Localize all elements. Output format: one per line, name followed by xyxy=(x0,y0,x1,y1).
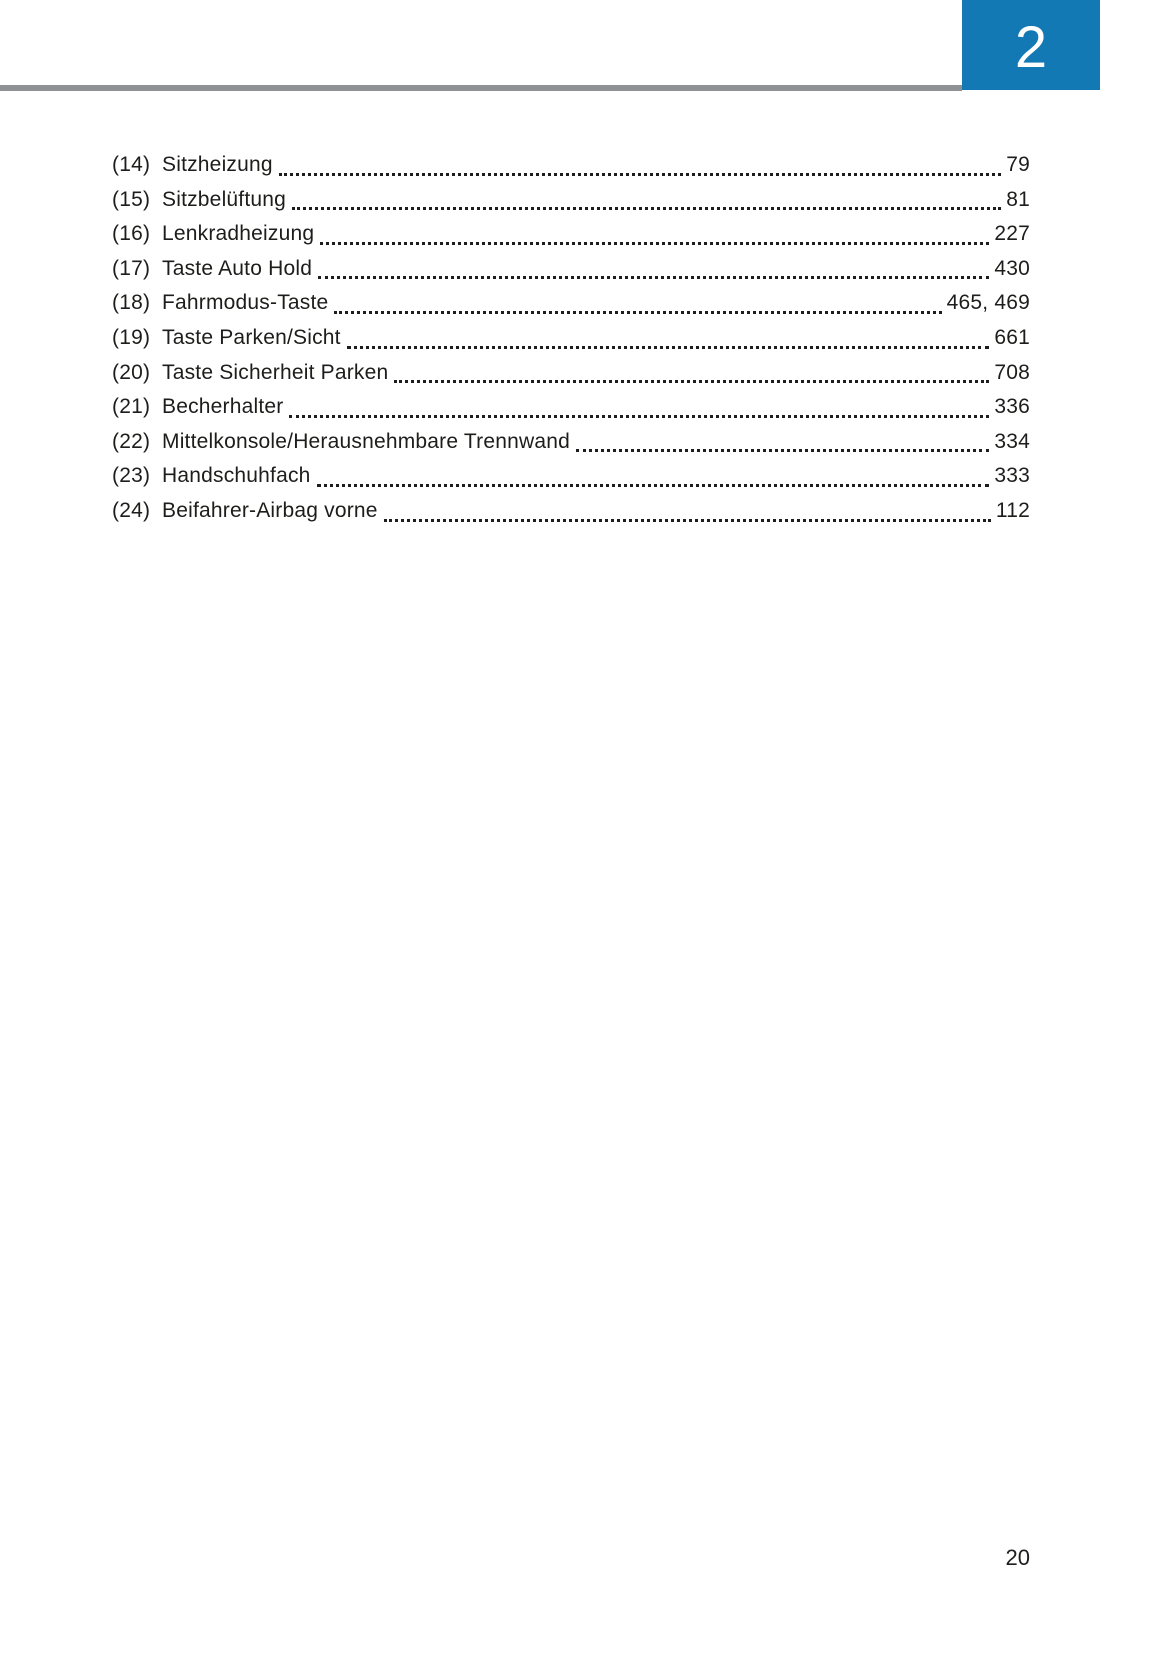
toc-leader-dots xyxy=(317,484,990,487)
toc-entry-title: Sitzbelüftung xyxy=(162,187,287,211)
toc-entry-title: Sitzheizung xyxy=(162,153,273,176)
toc-leader-dots xyxy=(576,449,989,452)
toc-entry-title: Taste Parken/Sicht xyxy=(162,325,341,349)
toc-entry xyxy=(112,425,1030,460)
toc-entry-number: (20) xyxy=(112,360,151,384)
toc-entry xyxy=(112,183,1030,218)
toc-leader-dots xyxy=(334,311,941,314)
toc-entry-title: Taste Sicherheit Parken xyxy=(162,360,389,384)
toc-entry-page: 227 xyxy=(994,222,1030,246)
toc-entry-page: 430 xyxy=(994,256,1030,280)
toc-leader-dots xyxy=(320,242,989,245)
toc-entry-title: Taste Auto Hold xyxy=(162,256,313,280)
toc-entry-page: 333 xyxy=(994,464,1030,488)
toc-leader-dots xyxy=(279,173,1001,176)
toc-list xyxy=(112,148,1030,529)
chapter-tab xyxy=(962,0,1100,90)
toc-entry-page: 661 xyxy=(994,325,1030,349)
toc-entry-page: 708 xyxy=(994,360,1030,384)
toc-entry xyxy=(112,459,1030,494)
chapter-number: 2 xyxy=(1014,15,1048,80)
toc-entry-number: (17) xyxy=(112,256,151,280)
toc-entry xyxy=(112,356,1030,391)
toc-entry xyxy=(112,217,1030,252)
toc-entry-number: (23) xyxy=(112,464,151,488)
toc-leader-dots xyxy=(347,346,990,349)
toc-entry-number: (19) xyxy=(112,325,151,349)
toc-entry-title: Beifahrer-Airbag vorne xyxy=(162,498,378,522)
toc-entry-page: 336 xyxy=(994,395,1030,419)
toc-entry xyxy=(112,148,1030,183)
toc-entry-number: (22) xyxy=(112,429,151,453)
toc-entry-page: 79 xyxy=(1006,153,1030,176)
toc-entry-page: 81 xyxy=(1006,187,1030,211)
header-divider-rule xyxy=(0,85,962,91)
toc-entry-title: Lenkradheizung xyxy=(162,222,315,246)
toc-leader-dots xyxy=(289,415,989,418)
toc-entry-number: (14) xyxy=(112,153,151,176)
toc-entry-page: 465, 469 xyxy=(946,291,1030,315)
toc-entry-page: 112 xyxy=(995,498,1030,522)
page-number: 20 xyxy=(1005,1545,1030,1570)
toc-leader-dots xyxy=(394,380,989,383)
toc-leader-dots xyxy=(292,207,1001,210)
toc-leader-dots xyxy=(384,519,991,522)
toc-leader-dots xyxy=(318,276,989,279)
toc-entry-title: Handschuhfach xyxy=(162,464,311,488)
toc-entry xyxy=(112,390,1030,425)
toc-entry-title: Mittelkonsole/Herausnehmbare Trennwand xyxy=(162,429,570,453)
toc-entry-number: (16) xyxy=(112,222,151,246)
toc-entry xyxy=(112,321,1030,356)
toc-entry-number: (24) xyxy=(112,498,151,522)
toc-entry-number: (15) xyxy=(112,187,151,211)
toc-entry-page: 334 xyxy=(994,429,1030,453)
toc-entry xyxy=(112,286,1030,321)
toc-entry xyxy=(112,494,1030,529)
toc-entry-title: Fahrmodus-Taste xyxy=(162,291,329,315)
toc-entry-title: Becherhalter xyxy=(162,395,284,419)
toc-entry-number: (21) xyxy=(112,395,151,419)
toc-entry xyxy=(112,252,1030,287)
toc-entry-number: (18) xyxy=(112,291,151,315)
